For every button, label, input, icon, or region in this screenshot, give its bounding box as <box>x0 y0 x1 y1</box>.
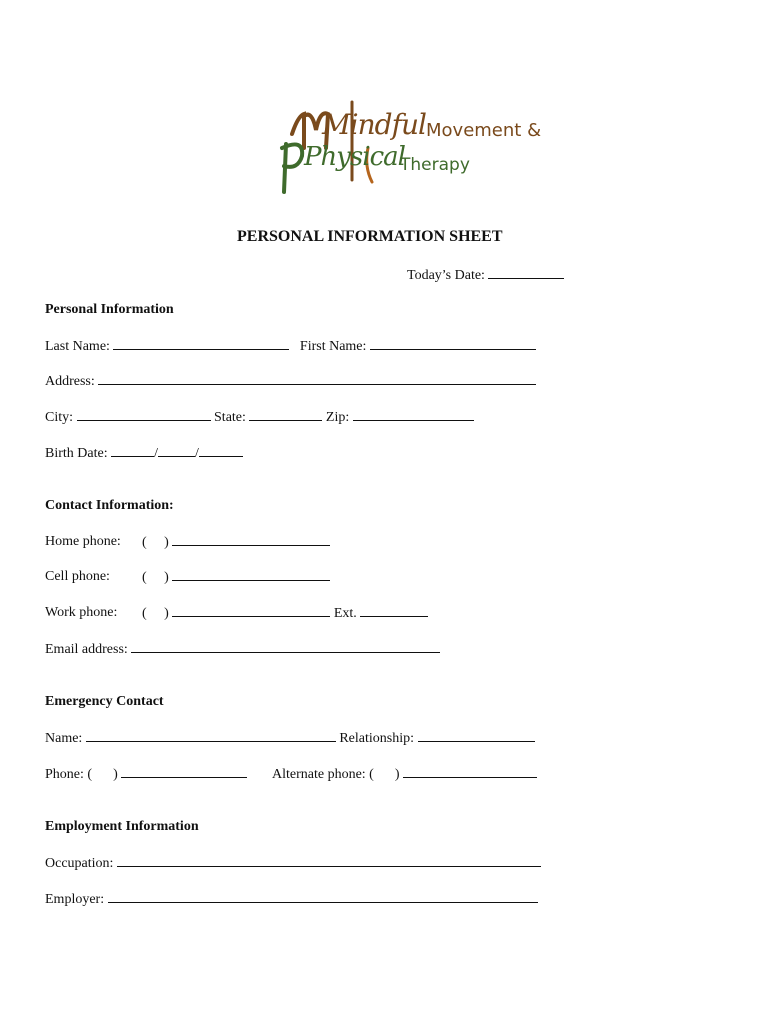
work-phone-field[interactable] <box>172 604 330 617</box>
home-phone-label: Home phone: <box>45 534 121 549</box>
paren-open: ( <box>142 535 147 550</box>
employer-field[interactable] <box>108 890 538 903</box>
work-phone-row <box>45 604 117 622</box>
page-title: PERSONAL INFORMATION SHEET <box>237 228 503 245</box>
birth-year-field[interactable] <box>199 444 243 457</box>
email-label: Email address: <box>45 642 128 657</box>
first-name-field[interactable] <box>370 337 536 350</box>
logo-p-stroke <box>282 144 302 192</box>
occupation-field[interactable] <box>117 854 541 867</box>
logo-therapy-text: Therapy <box>400 155 470 175</box>
paren-close: ) <box>164 570 169 585</box>
relationship-label: Relationship: <box>339 731 414 746</box>
occupation-row <box>45 854 541 873</box>
employer-label: Employer: <box>45 892 105 907</box>
company-logo <box>274 96 542 196</box>
address-label: Address: <box>45 374 95 389</box>
name-row <box>45 337 536 356</box>
emergency-phone-field[interactable] <box>121 765 247 778</box>
paren-open: ( <box>142 570 147 585</box>
birth-day-field[interactable] <box>158 444 195 457</box>
todays-date-label: Today’s Date: <box>407 268 485 283</box>
city-field[interactable] <box>77 408 211 421</box>
alternate-phone-field[interactable] <box>403 765 537 778</box>
employer-row <box>45 890 538 909</box>
city-state-zip-row <box>45 408 474 427</box>
logo-movement-text: Movement & <box>426 120 542 141</box>
employment-info-heading: Employment Information <box>45 819 199 834</box>
last-name-label: Last Name: <box>45 339 110 354</box>
address-row <box>45 372 536 391</box>
ext-label: Ext. <box>333 606 357 621</box>
alternate-phone-label: Alternate phone: ( <box>272 767 374 782</box>
cell-phone-row <box>45 568 110 586</box>
zip-field[interactable] <box>353 408 474 421</box>
cell-phone-field[interactable] <box>172 568 330 581</box>
logo-mindful-text: Mindful <box>322 108 426 141</box>
logo-physical-text: Physical <box>304 142 405 172</box>
paren-close: ) <box>164 606 169 621</box>
todays-date-row <box>407 266 564 285</box>
first-name-label: First Name: <box>299 339 367 354</box>
alternate-phone-row <box>272 765 537 784</box>
home-phone-field[interactable] <box>172 533 330 546</box>
work-phone-input-row <box>142 604 428 623</box>
paren-close: ) <box>113 767 118 782</box>
contact-info-heading: Contact Information: <box>45 498 174 513</box>
city-label: City: <box>45 410 74 425</box>
paren-close: ) <box>394 767 400 782</box>
paren-close: ) <box>164 535 169 550</box>
emergency-name-label: Name: <box>45 731 83 746</box>
home-phone-row <box>45 533 121 551</box>
todays-date-field[interactable] <box>488 266 564 279</box>
work-ext-field[interactable] <box>360 604 428 617</box>
paren-open: ( <box>142 606 147 621</box>
birth-date-row <box>45 444 243 463</box>
emergency-phone-row <box>45 765 247 784</box>
personal-info-heading: Personal Information <box>45 302 174 317</box>
last-name-field[interactable] <box>113 337 289 350</box>
occupation-label: Occupation: <box>45 856 114 871</box>
work-phone-label: Work phone: <box>45 605 118 620</box>
birth-month-field[interactable] <box>111 444 154 457</box>
emergency-name-row <box>45 729 535 748</box>
relationship-field[interactable] <box>418 729 535 742</box>
cell-phone-input-row <box>142 568 330 587</box>
email-field[interactable] <box>131 640 440 653</box>
state-label: State: <box>214 410 246 425</box>
zip-label: Zip: <box>325 410 350 425</box>
emergency-name-field[interactable] <box>86 729 336 742</box>
address-field[interactable] <box>98 372 536 385</box>
cell-phone-label: Cell phone: <box>45 569 110 584</box>
email-row <box>45 640 440 659</box>
emergency-contact-heading: Emergency Contact <box>45 694 164 709</box>
birth-date-separator: / <box>195 446 199 461</box>
emergency-phone-label: Phone: ( <box>45 767 93 782</box>
state-field[interactable] <box>249 408 322 421</box>
birth-date-label: Birth Date: <box>45 446 108 461</box>
birth-date-separator: / <box>154 446 158 461</box>
home-phone-input-row <box>142 533 330 552</box>
